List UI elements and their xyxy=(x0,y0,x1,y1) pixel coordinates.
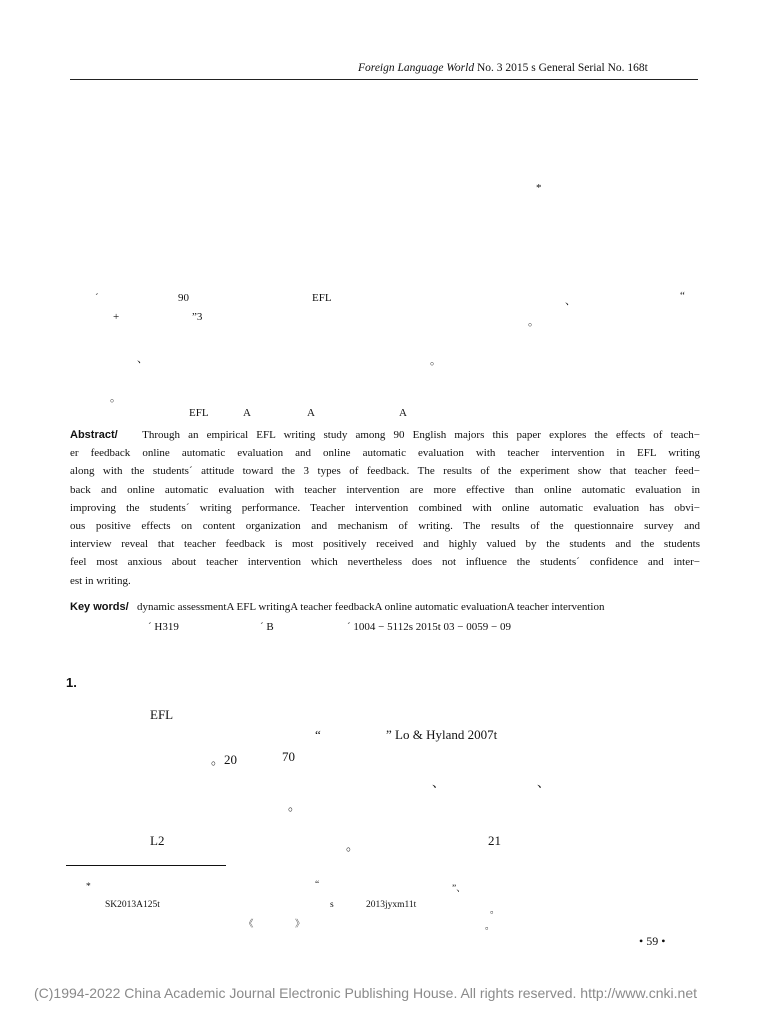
clc-number: ´ H319 xyxy=(148,621,179,633)
cn-keyword-frag: A xyxy=(307,407,315,419)
body-frag: 。 xyxy=(346,838,360,853)
body-frag: ” Lo & Hyland 2007t xyxy=(386,727,498,742)
title-footnote-mark: * xyxy=(536,182,542,194)
cn-frag: EFL xyxy=(312,292,332,304)
footnote-rule xyxy=(66,865,226,866)
body-frag: 。 xyxy=(288,798,302,813)
body-frag: 、 xyxy=(432,775,446,790)
cn-keyword-frag: A xyxy=(243,407,251,419)
running-header xyxy=(358,62,648,74)
issue-info: No. 3 2015 s General Serial No. 168t xyxy=(476,62,648,74)
abstract-line: est in writing. xyxy=(70,574,131,587)
footnote-frag: 2013jyxm11t xyxy=(366,900,417,910)
cn-frag: “ xyxy=(680,290,685,302)
footnote-frag: SK2013A125t xyxy=(105,900,160,910)
body-frag: L2 xyxy=(150,833,165,848)
keywords xyxy=(70,601,605,613)
footnote-frag: * xyxy=(86,882,91,892)
cn-frag: 。 xyxy=(110,392,121,404)
cn-frag: 90 xyxy=(178,292,189,304)
document-code: ´ B xyxy=(260,621,274,633)
abstract-label: Abstract/ xyxy=(70,429,118,441)
footnote-frag: 。 xyxy=(485,922,495,932)
footnote-frag: ”、 xyxy=(452,884,466,894)
cn-frag: 。 xyxy=(430,355,441,367)
abstract-line: back and online automatic evaluation with teacher intervention are more effective than online automatic evaluation in xyxy=(70,483,700,496)
abstract-line: along with the students´ attitude toward the 3 types of feedback. The results of the experiment show that teacher feed− xyxy=(70,465,700,478)
cn-frag: 、 xyxy=(137,353,148,365)
abstract-line: improving the students´ writing performance. Teacher intervention combined with online automatic evaluation has obvi− xyxy=(70,501,700,514)
body-frag: 70 xyxy=(282,749,295,764)
cn-frag: 、 xyxy=(565,295,576,307)
footnote-frag: 《 xyxy=(244,920,254,930)
keywords-text: dynamic assessmentA EFL writingA teacher feedbackA online automatic evaluationA teacher intervention xyxy=(136,601,605,613)
cn-frag: + xyxy=(113,311,120,323)
body-frag: “ xyxy=(315,727,321,742)
footnote-frag: s xyxy=(330,900,334,910)
body-frag: 21 xyxy=(488,833,501,848)
abstract-line: interview reveal that teacher feedback is most positively received and highly valued by the students and the students xyxy=(70,538,700,551)
article-id: ´ 1004 − 5112s 2015t 03 − 0059 − 09 xyxy=(347,621,511,633)
cn-frag: ”3 xyxy=(192,311,203,323)
abstract-line: er feedback online automatic evaluation and online automatic evaluation with teacher intervention in EFL writing xyxy=(70,447,700,460)
cn-keyword-frag: A xyxy=(399,407,407,419)
cn-frag: ´ xyxy=(95,292,99,304)
section-title: 1. xyxy=(66,675,77,690)
english-abstract xyxy=(70,426,700,590)
keywords-label: Key words/ xyxy=(70,601,129,613)
body-frag: 。20 xyxy=(211,752,238,767)
footnote-frag: “ xyxy=(315,880,320,890)
page-number: • 59 • xyxy=(639,934,666,948)
abstract-line: ous positive effects on content organization and mechanism of writing. The results of the questionnaire survey and xyxy=(70,520,700,533)
body-frag: 、 xyxy=(537,775,551,790)
abstract-line: feel most anxious about teacher intervention which nevertheless does not influence the students´ confidence and inter− xyxy=(70,556,700,569)
cn-frag: 。 xyxy=(528,316,539,328)
abstract-line: Abstract/ Through an empirical EFL writing study among 90 English majors this paper explores the effects of teach− xyxy=(70,429,700,441)
journal-name: Foreign Language World xyxy=(358,62,475,74)
header-rule xyxy=(70,79,698,80)
footnote-frag: 。 xyxy=(490,906,500,916)
footnote-frag: 》 xyxy=(295,920,305,930)
copyright-footer: (C)1994-2022 China Academic Journal Electronic Publishing House. All rights reserved. http://www.cnki.net xyxy=(34,985,697,1001)
cn-keyword-frag: EFL xyxy=(189,407,209,419)
body-frag: EFL xyxy=(150,707,174,722)
